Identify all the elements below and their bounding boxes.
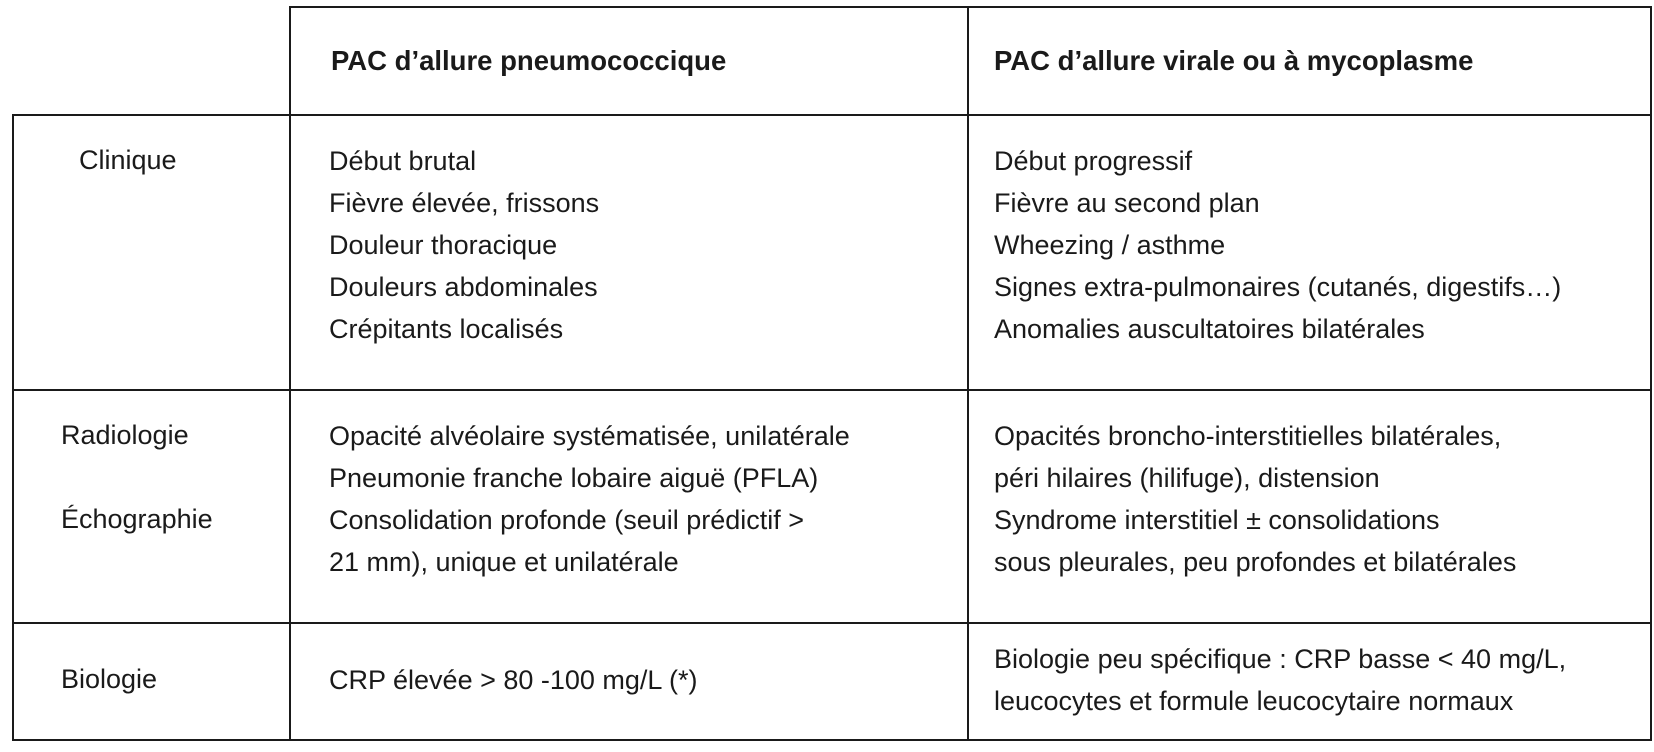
clinique-virale-cell bbox=[994, 140, 1561, 350]
list-item: Biologie peu spécifique : CRP basse < 40 mg/L, bbox=[994, 644, 1567, 674]
list-item: Douleurs abdominales bbox=[329, 272, 598, 302]
list-item: Pneumonie franche lobaire aiguë (PFLA) bbox=[329, 463, 819, 493]
row-label-biologie: Biologie bbox=[61, 664, 158, 694]
list-item: Fièvre élevée, frissons bbox=[329, 188, 600, 218]
list-item: Wheezing / asthme bbox=[994, 230, 1226, 260]
list-item: Syndrome interstitiel ± consolidations bbox=[994, 505, 1440, 535]
column-divider-2 bbox=[967, 6, 969, 741]
list-item: Fièvre au second plan bbox=[994, 188, 1260, 218]
list-item: Signes extra-pulmonaires (cutanés, digestifs…) bbox=[994, 272, 1562, 302]
biologie-virale-cell bbox=[994, 638, 1566, 722]
column-header-virale: PAC d’allure virale ou à mycoplasme bbox=[994, 45, 1474, 76]
list-item: Début progressif bbox=[994, 146, 1193, 176]
list-item: 21 mm), unique et unilatérale bbox=[329, 547, 679, 577]
list-item: Opacités broncho-interstitielles bilatérales, bbox=[994, 421, 1502, 451]
biologie-pneumococcique-cell bbox=[329, 659, 697, 701]
row-label-radiologie: Radiologie bbox=[61, 420, 189, 450]
list-item: Crépitants localisés bbox=[329, 314, 564, 344]
table-border-right bbox=[1650, 6, 1652, 741]
radiologie-pneumococcique-cell bbox=[329, 415, 850, 583]
list-item: péri hilaires (hilifuge), distension bbox=[994, 463, 1380, 493]
row-divider-2 bbox=[12, 622, 1652, 624]
list-item: Opacité alvéolaire systématisée, unilatérale bbox=[329, 421, 850, 451]
list-item: Douleur thoracique bbox=[329, 230, 558, 260]
list-item: leucocytes et formule leucocytaire normaux bbox=[994, 686, 1514, 716]
list-item: Consolidation profonde (seuil prédictif > bbox=[329, 505, 805, 535]
row-divider-1 bbox=[12, 389, 1652, 391]
table-border-left bbox=[12, 114, 14, 741]
header-divider bbox=[12, 114, 1652, 116]
list-item: CRP élevée > 80 -100 mg/L (*) bbox=[329, 665, 698, 695]
list-item: Début brutal bbox=[329, 146, 477, 176]
row-label-clinique: Clinique bbox=[79, 145, 177, 175]
table-border-bottom bbox=[12, 739, 1652, 741]
column-header-pneumococcique: PAC d’allure pneumococcique bbox=[331, 45, 727, 76]
table-border-top bbox=[289, 6, 1652, 8]
radiologie-virale-cell bbox=[994, 415, 1516, 583]
clinique-pneumococcique-cell bbox=[329, 140, 599, 350]
column-divider-1 bbox=[289, 6, 291, 741]
list-item: Anomalies auscultatoires bilatérales bbox=[994, 314, 1425, 344]
list-item: sous pleurales, peu profondes et bilatérales bbox=[994, 547, 1517, 577]
row-label-echographie: Échographie bbox=[61, 504, 213, 534]
